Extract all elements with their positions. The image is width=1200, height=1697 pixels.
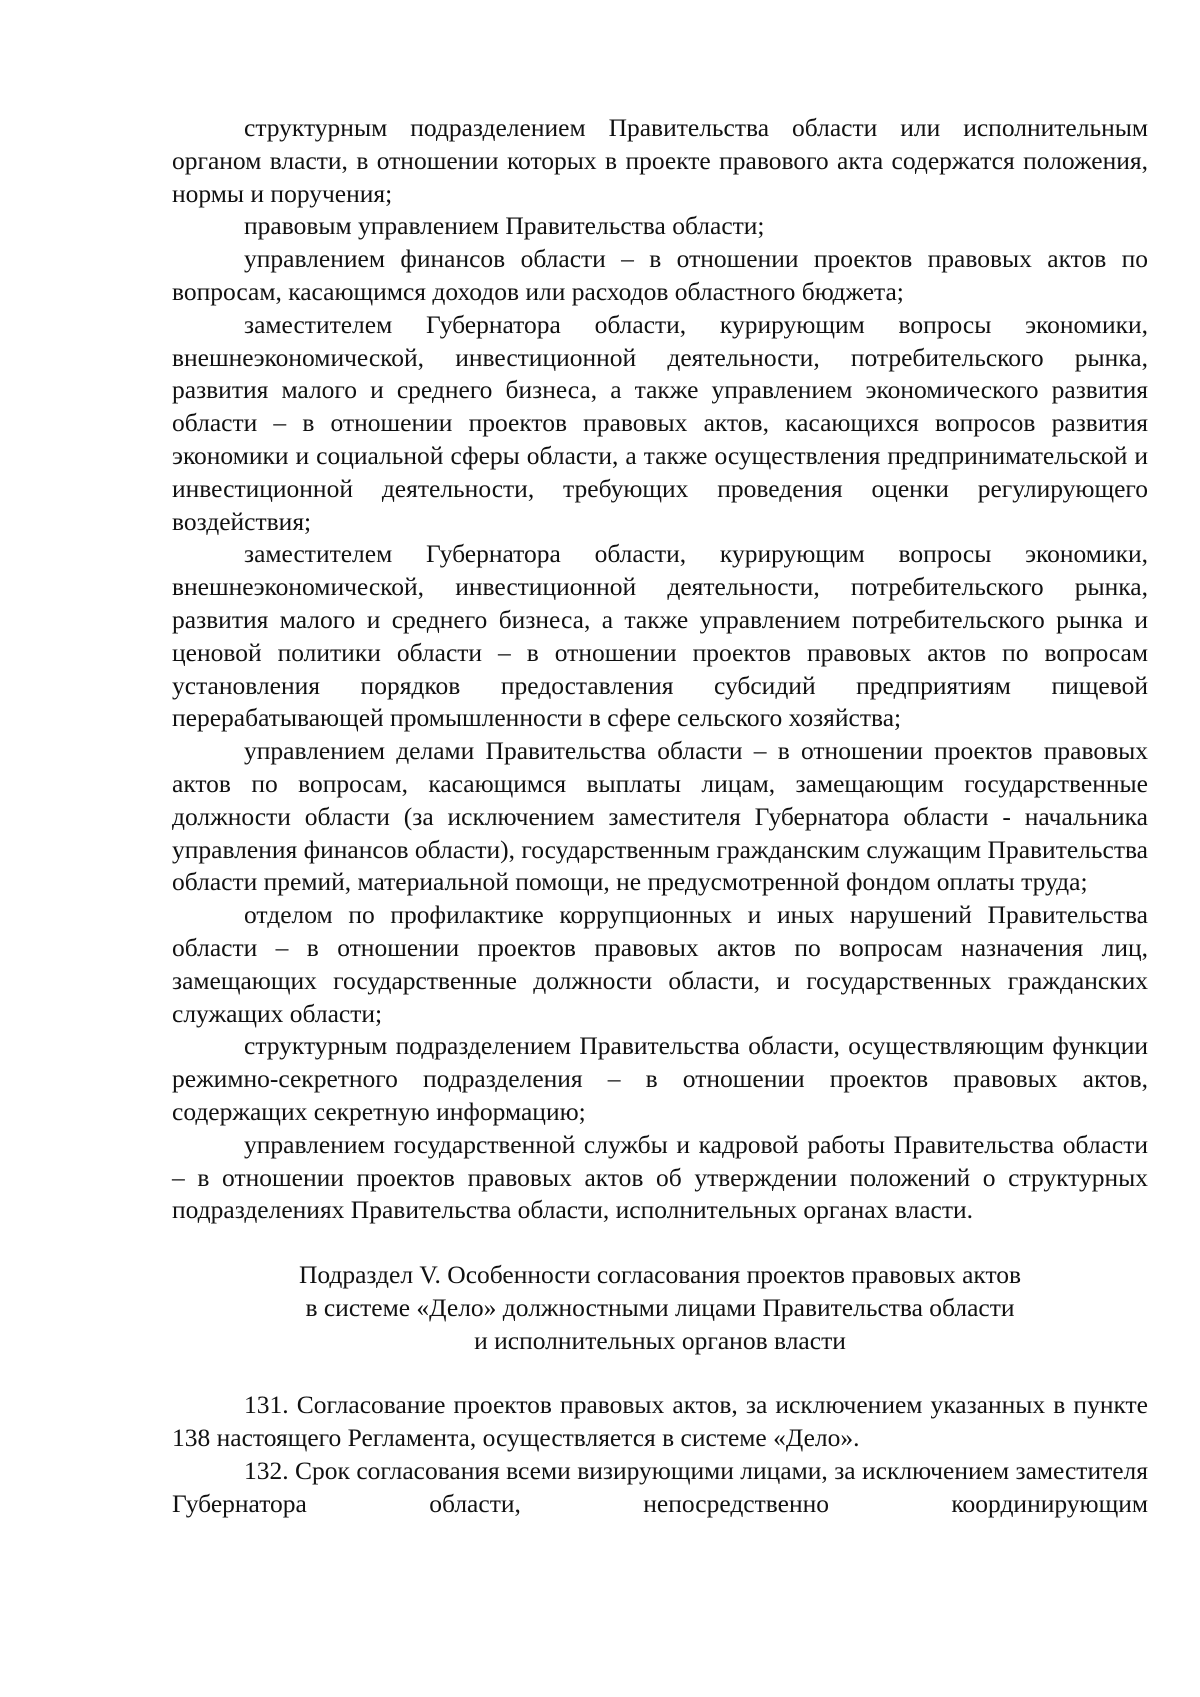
paragraph-anti-corruption-department: отделом по профилактике коррупционных и иных нарушений Правительства области – в отношении проектов правовых актов по вопросам назначения лиц, замещающих государственные должности области, и государственных гражданских служащих области; [172,900,1148,1028]
paragraph-structural-unit: структурным подразделением Правительства области или исполнительным органом власти, в отношении которых в проекте правового акта содержатся положения, нормы и поручения; [172,113,1148,208]
paragraph-secret-regime-unit: структурным подразделением Правительства области, осуществляющим функции режимно-секретного подразделения – в отношении проектов правовых актов, содержащих секретную информацию; [172,1031,1148,1126]
paragraph-legal-department: правовым управлением Правительства области; [244,211,765,241]
subsection-heading-line-2: в системе «Дело» должностными лицами Правительства области [305,1292,1015,1322]
paragraph-civil-service-department: управлением государственной службы и кадровой работы Правительства области – в отношении проектов правовых актов об утверждении положений о структурных подразделениях Правительства области, исполнительных органах власти. [172,1129,1148,1225]
paragraph-finance-department: управлением финансов области – в отношении проектов правовых актов по вопросам, касающимся доходов или расходов областного бюджета; [172,244,1148,306]
subsection-heading [172,1259,1148,1357]
paragraph-deputy-governor-economic-development: заместителем Губернатора области, курирующим вопросы экономики, внешнеэкономической, инвестиционной деятельности, потребительского рынка, развития малого и среднего бизнеса, а также управлением экономического развития области – в отношении проектов правовых актов, касающихся вопросов развития экономики и социальной сферы области, а также осуществления предпринимательской и инвестиционной деятельности, требующих проведения оценки регулирующего воздействия; [172,309,1148,536]
paragraph-office-administration: управлением делами Правительства области – в отношении проектов правовых актов по вопросам, касающимся выплаты лицам, замещающим государственные должности области (за исключением заместителя Губернатора области - начальника управления финансов области), государственным гражданским служащим Правительства области премий, материальной помощи, не предусмотренной фондом оплаты труда; [172,736,1148,897]
paragraph-item-131: 131. Согласование проектов правовых актов, за исключением указанных в пункте 138 настоящего Регламента, осуществляется в системе «Дело». [172,1390,1148,1453]
subsection-heading-line-1: Подраздел V. Особенности согласования проектов правовых актов [298,1260,1022,1290]
subsection-heading-line-3: и исполнительных органов власти [474,1325,846,1355]
paragraph-item-132: 132. Срок согласования всеми визирующими лицами, за исключением заместителя Губернатора области, непосредственно координирующим [172,1456,1148,1518]
document-page [172,112,1148,1521]
paragraph-deputy-governor-consumer-market: заместителем Губернатора области, курирующим вопросы экономики, внешнеэкономической, инвестиционной деятельности, потребительского рынка, развития малого и среднего бизнеса, а также управлением потребительского рынка и ценовой политики области – в отношении проектов правовых актов по вопросам установления порядков предоставления субсидий предприятиям пищевой перерабатывающей промышленности в сфере сельского хозяйства; [172,539,1148,733]
